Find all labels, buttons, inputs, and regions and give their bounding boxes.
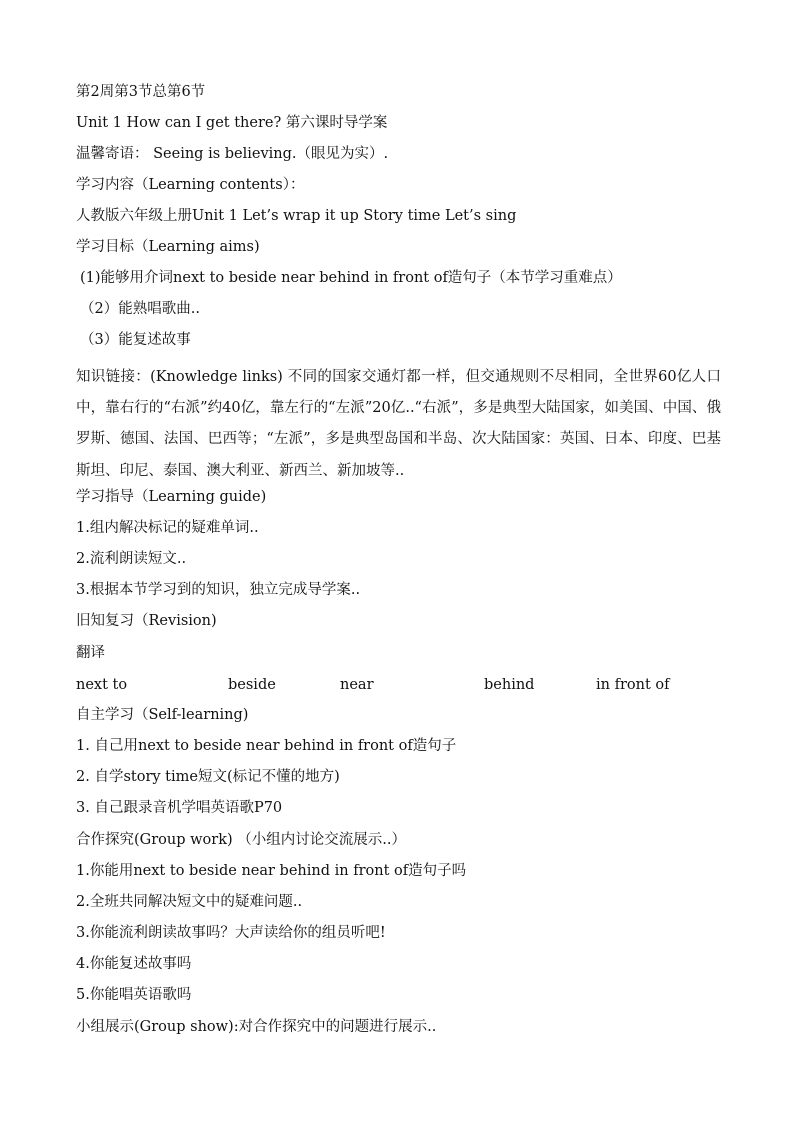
word-item: next to xyxy=(76,677,128,693)
word-item: beside xyxy=(228,677,276,693)
group-work-item: 3.你能流利朗读故事吗？大声读给你的组员听吧! xyxy=(76,925,386,941)
revision-heading: 旧知复习（Revision) xyxy=(76,613,217,629)
aim-item: （3）能复述故事 xyxy=(80,332,191,348)
knowledge-links-paragraph: 知识链接：(Knowledge links) 不同的国家交通灯都一样，但交通规则不尽相同，全世界60亿人口中，靠右行的“右派”约40亿，靠左行的“左派”20亿..“右派”，多是典型大陆国家，如美国、中国、俄罗斯、德国、法国、巴西等；“左派”，多是典型岛国和半岛、次大陆国家：英国、日本、印度、巴基斯坦、印尼、泰国、澳大利亚、新西兰、新加坡等.. xyxy=(76,369,721,479)
motto: 温馨寄语： Seeing is believing.（眼见为实）. xyxy=(76,146,389,162)
contents-text: 人教版六年级上册Unit 1 Let’s wrap it up Story time Let’s sing xyxy=(76,208,517,224)
group-work-item: 2.全班共同解决短文中的疑难问题.. xyxy=(76,894,303,910)
document-title: Unit 1 How can I get there? 第六课时导学案 xyxy=(76,115,388,131)
self-learning-heading: 自主学习（Self-learning) xyxy=(76,707,249,723)
guide-item: 2.流利朗读短文.. xyxy=(76,551,187,567)
guide-item: 3.根据本节学习到的知识，独立完成导学案.. xyxy=(76,582,361,598)
group-work-heading: 合作探究(Group work) （小组内讨论交流展示..） xyxy=(76,832,406,848)
word-item: behind xyxy=(484,677,535,693)
word-item: in front of xyxy=(596,677,670,693)
lesson-header: 第2周第3节总第6节 xyxy=(76,84,206,100)
group-work-item: 4.你能复述故事吗 xyxy=(76,956,192,972)
aim-item: (1)能够用介词next to beside near behind in front of造句子（本节学习重难点） xyxy=(80,270,622,286)
self-learning-item: 2. 自学story time短文(标记不懂的地方) xyxy=(76,769,340,785)
self-learning-item: 3. 自己跟录音机学唱英语歌P70 xyxy=(76,800,283,816)
aims-heading: 学习目标（Learning aims) xyxy=(76,239,260,255)
group-work-item: 1.你能用next to beside near behind in front of造句子吗 xyxy=(76,863,467,879)
group-show-line: 小组展示(Group show):对合作探究中的问题进行展示.. xyxy=(76,1019,437,1035)
self-learning-item: 1. 自己用next to beside near behind in front of造句子 xyxy=(76,738,457,754)
group-work-item: 5.你能唱英语歌吗 xyxy=(76,987,192,1003)
aim-item: （2）能熟唱歌曲.. xyxy=(80,301,200,317)
guide-heading: 学习指导（Learning guide) xyxy=(76,489,267,505)
contents-heading: 学习内容（Learning contents）： xyxy=(76,177,305,193)
guide-item: 1.组内解决标记的疑难单词.. xyxy=(76,520,259,536)
word-item: near xyxy=(340,677,374,693)
translate-label: 翻译 xyxy=(76,645,105,661)
